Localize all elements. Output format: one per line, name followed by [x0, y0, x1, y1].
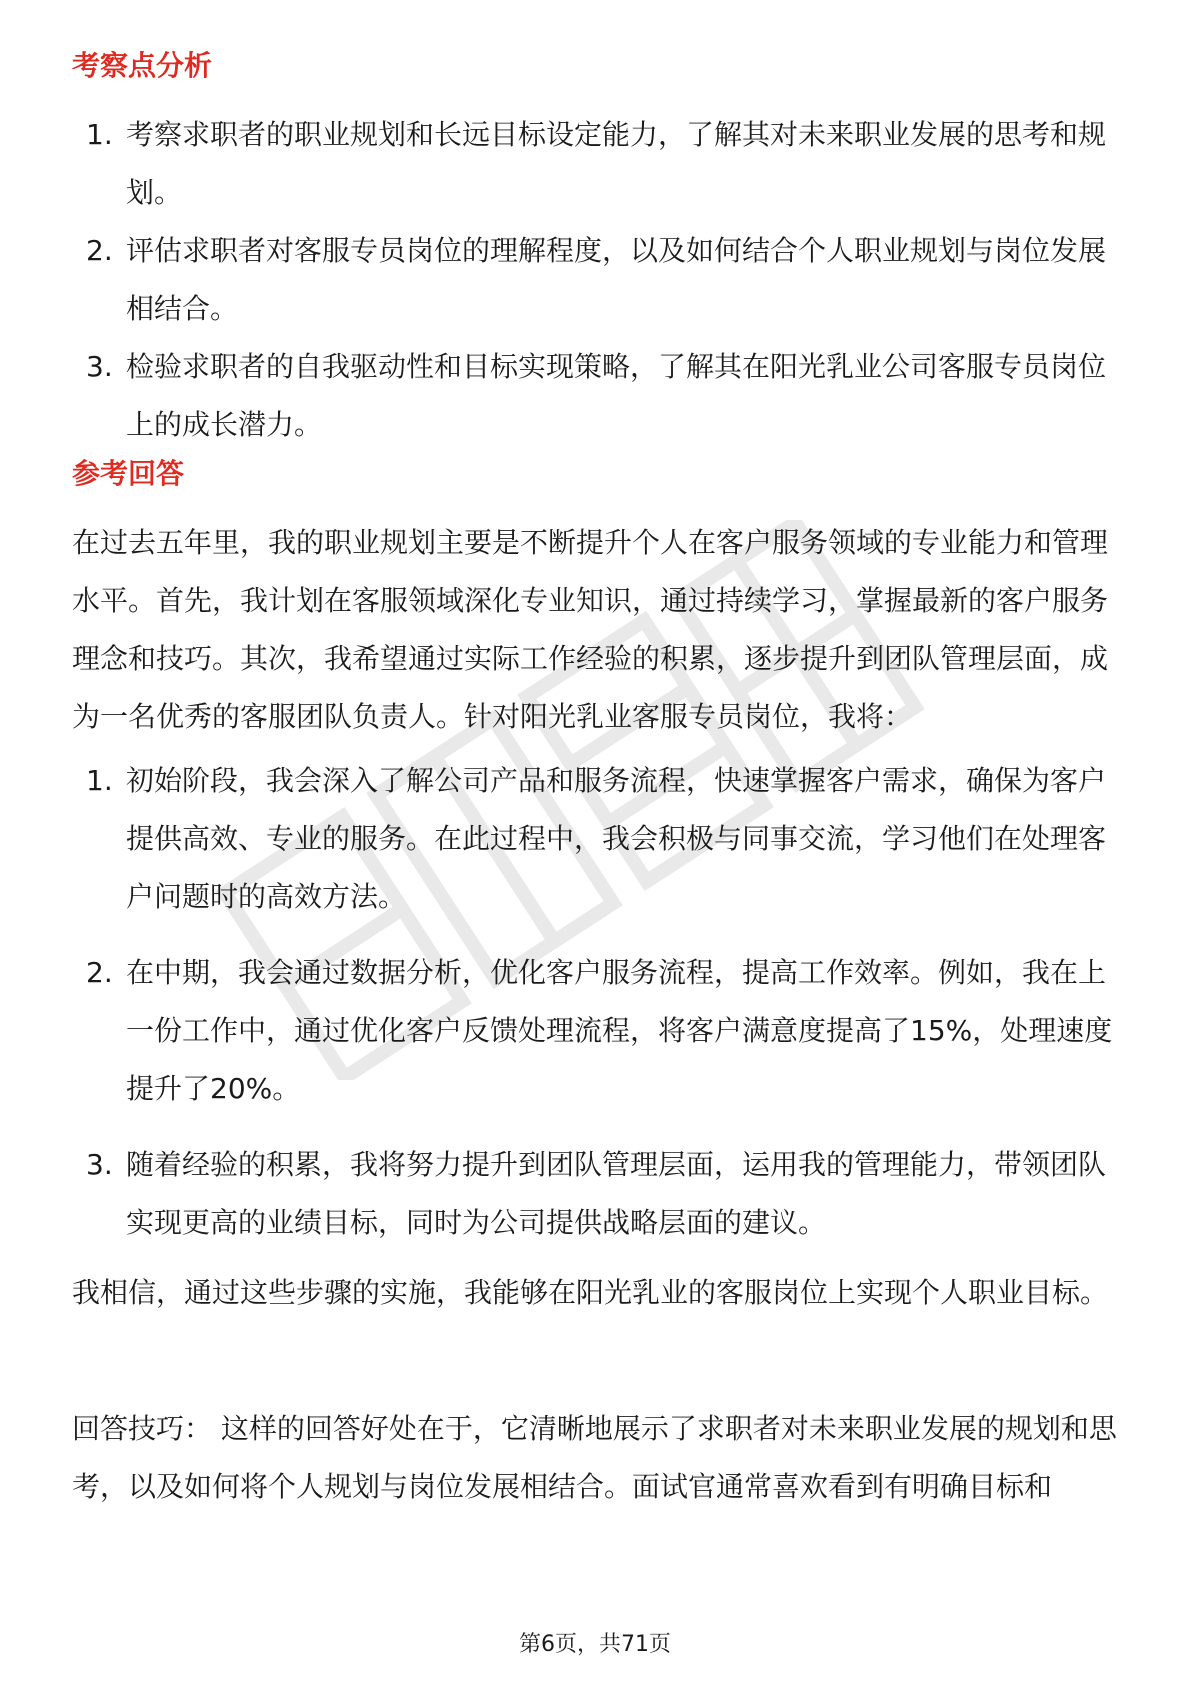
list-item	[72, 338, 1122, 454]
list-item	[72, 752, 1122, 926]
page-footer: 第6页，共71页	[519, 1632, 671, 1657]
list-text: 随着经验的积累，我将努力提升到团队管理层面，运用我的管理能力，带领团队实现更高的业绩目标，同时为公司提供战略层面的建议。	[126, 1148, 1107, 1239]
list-item	[72, 106, 1122, 222]
list-item	[72, 1136, 1122, 1252]
list-text: 初始阶段，我会深入了解公司产品和服务流程，快速掌握客户需求，确保为客户提供高效、专业的服务。在此过程中，我会积极与同事交流，学习他们在处理客户问题时的高效方法。	[126, 764, 1107, 913]
list-item	[72, 222, 1122, 338]
list-number: 2.	[86, 234, 113, 267]
answer-list	[72, 752, 1122, 1252]
list-text: 检验求职者的自我驱动性和目标实现策略，了解其在阳光乳业公司客服专员岗位上的成长潜力。	[126, 350, 1107, 441]
list-number: 1.	[86, 118, 113, 151]
list-text: 考察求职者的职业规划和长远目标设定能力，了解其对未来职业发展的思考和规划。	[126, 118, 1107, 209]
list-number: 3.	[86, 350, 113, 383]
list-text: 评估求职者对客服专员岗位的理解程度，以及如何结合个人职业规划与岗位发展相结合。	[126, 234, 1107, 325]
answer-tips: 回答技巧： 这样的回答好处在于，它清晰地展示了求职者对未来职业发展的规划和思考，以及如何将个人规划与岗位发展相结合。面试官通常喜欢看到有明确目标和	[72, 1412, 1117, 1503]
section-title-answer: 参考回答	[72, 457, 185, 490]
list-number: 3.	[86, 1148, 113, 1181]
list-number: 1.	[86, 764, 113, 797]
answer-conclusion: 我相信，通过这些步骤的实施，我能够在阳光乳业的客服岗位上实现个人职业目标。	[72, 1276, 1109, 1309]
list-text: 在中期，我会通过数据分析，优化客户服务流程，提高工作效率。例如，我在上一份工作中，通过优化客户反馈处理流程，将客户满意度提高了15%，处理速度提升了20%。	[126, 956, 1113, 1105]
answer-intro: 在过去五年里，我的职业规划主要是不断提升个人在客户服务领域的专业能力和管理水平。首先，我计划在客服领域深化专业知识，通过持续学习，掌握最新的客户服务理念和技巧。其次，我希望通过实际工作经验的积累，逐步提升到团队管理层面，成为一名优秀的客服团队负责人。针对阳光乳业客服专员岗位，我将：	[72, 526, 1109, 733]
list-item	[72, 944, 1122, 1118]
list-number: 2.	[86, 956, 113, 989]
analysis-list	[72, 106, 1122, 454]
section-title-analysis: 考察点分析	[72, 49, 213, 82]
